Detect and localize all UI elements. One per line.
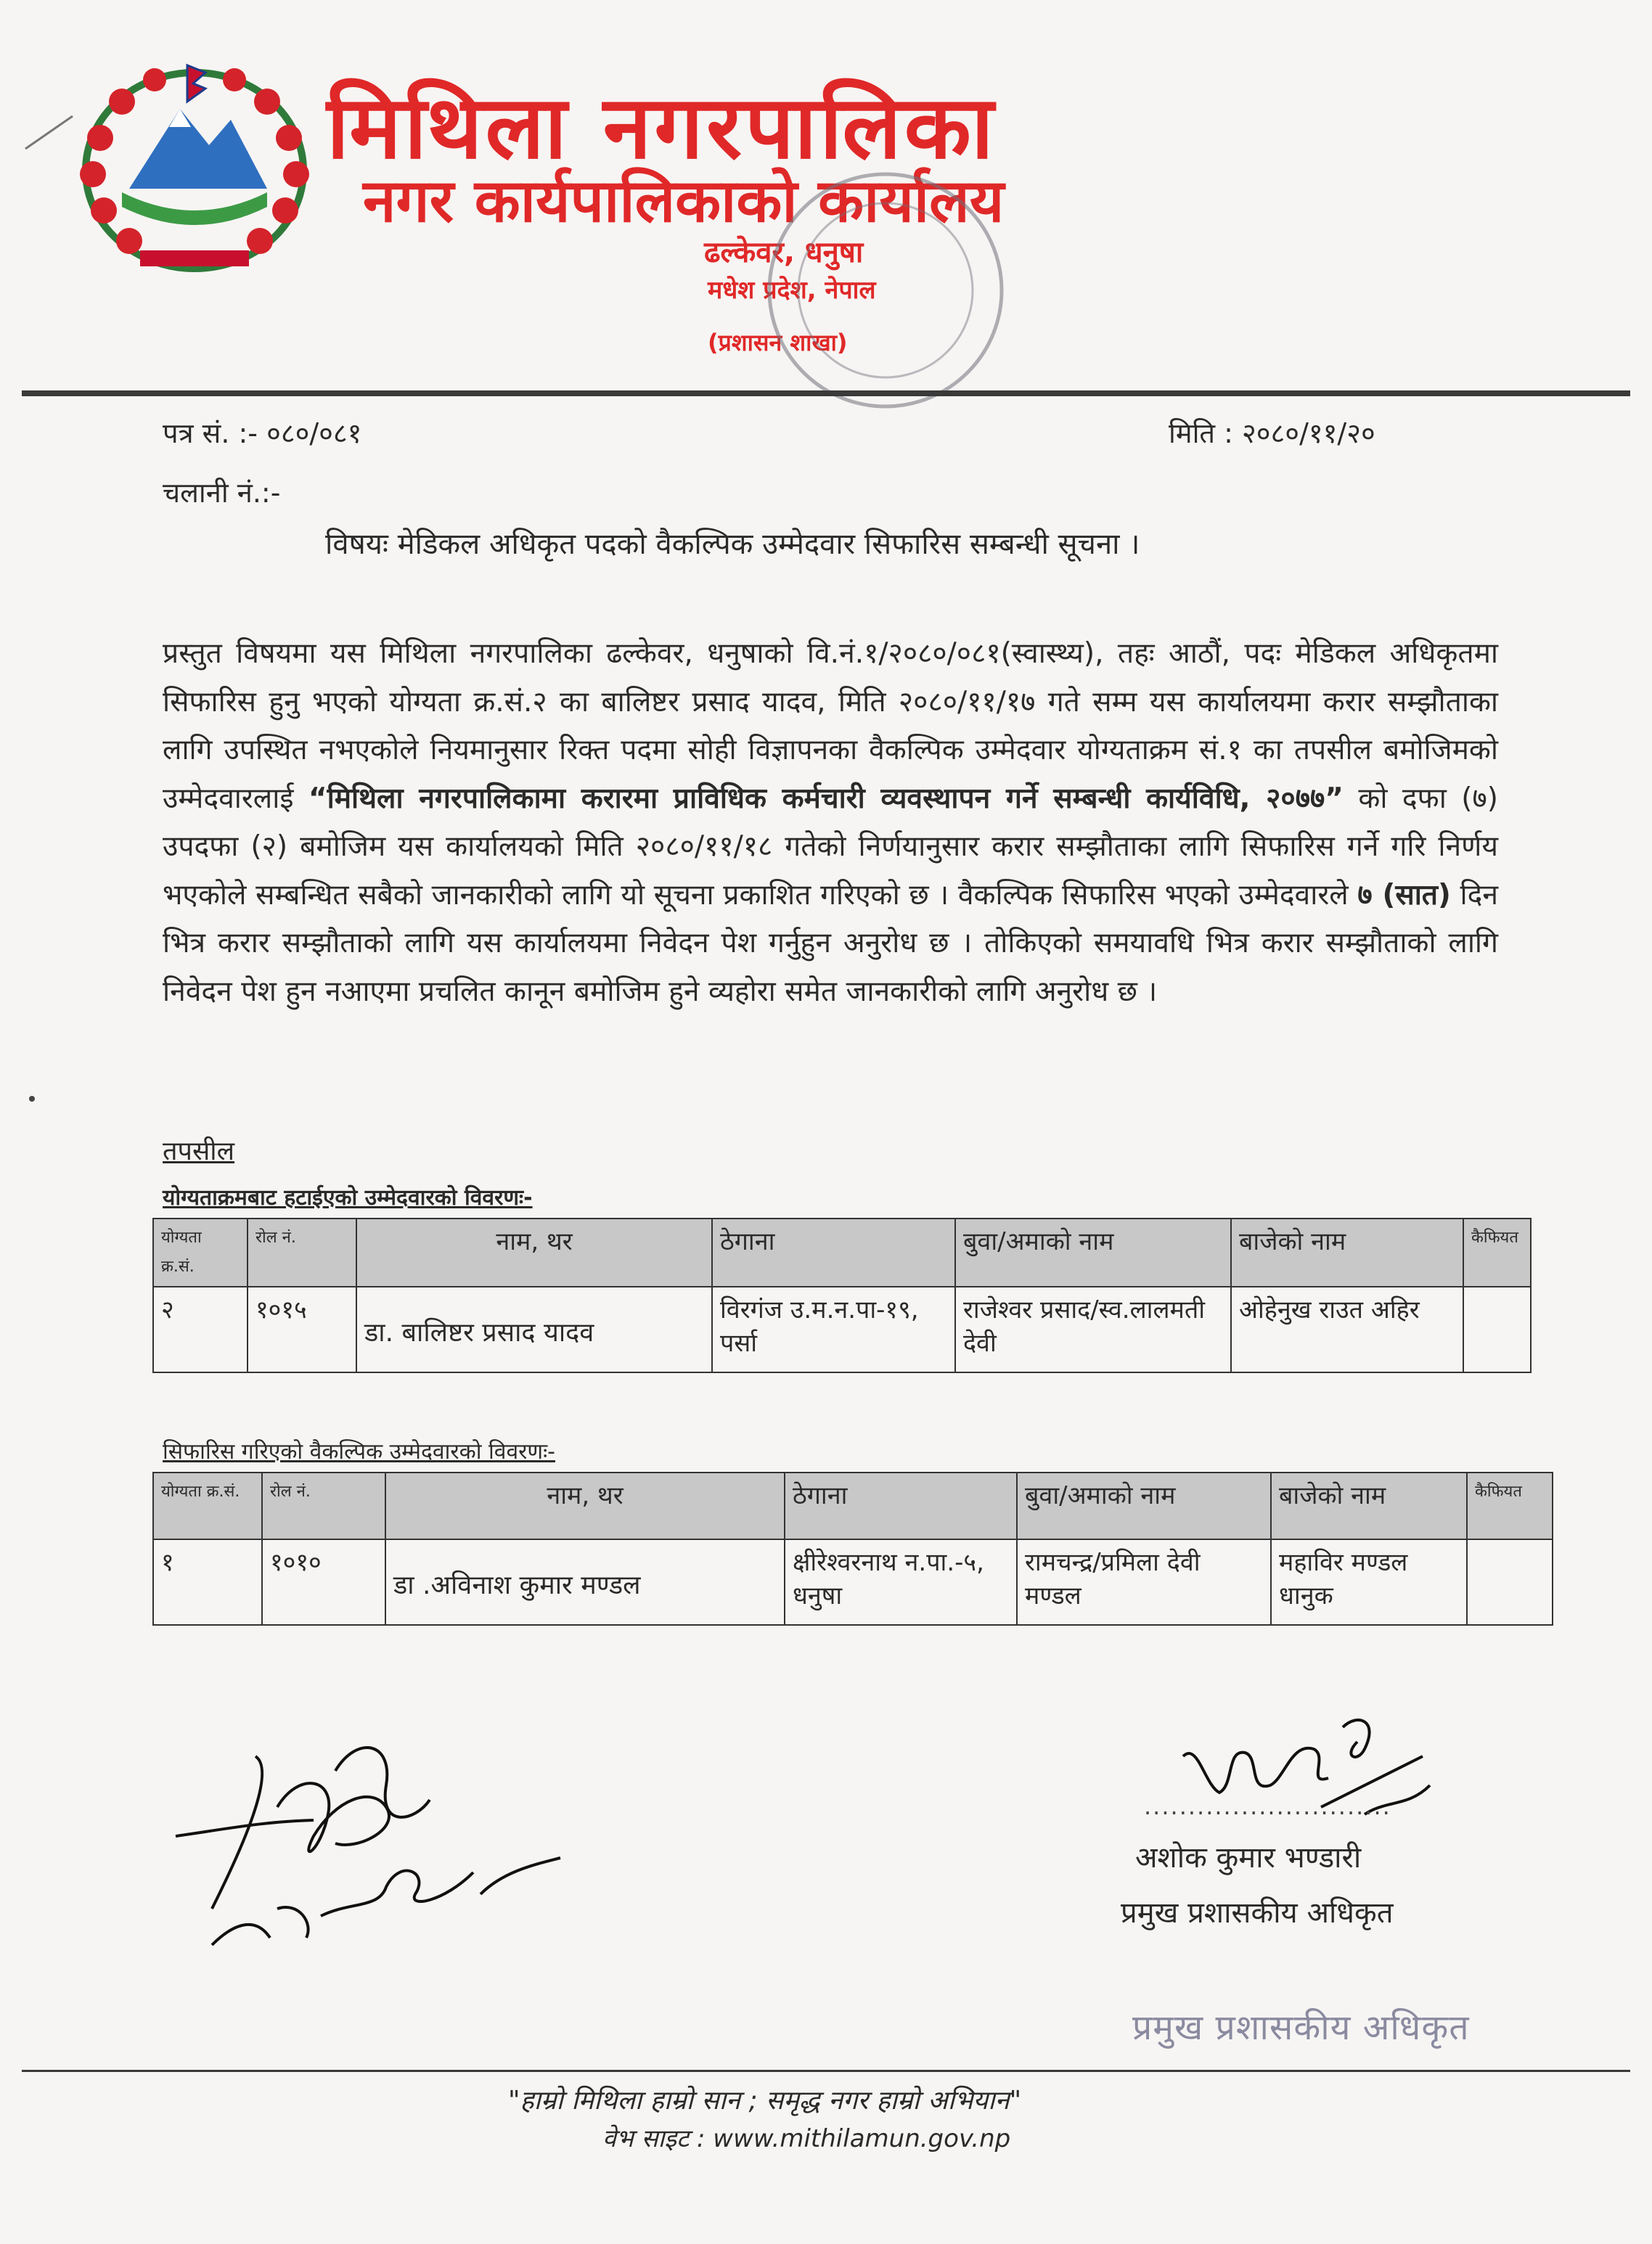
removed-candidate-heading: योग्यताक्रमबाट हटाईएको उम्मेदवारको विवरणः- [163,1185,533,1211]
office-name: मिथिला नगरपालिका [327,78,997,179]
table-cell: १ [153,1539,262,1625]
table-cell [1467,1539,1553,1625]
table-cell: क्षीरेश्वरनाथ न.पा.-५, धनुषा [785,1539,1017,1625]
schedule-heading: तपसील [163,1137,235,1166]
officer-name: अशोक कुमार भण्डारी [1135,1841,1362,1875]
hole-punch-mark [22,109,80,152]
table-cell: १०१५ [248,1287,356,1372]
column-header: रोल नं. [262,1473,385,1539]
reference-number: पत्र सं. :- ०८०/०८१ [163,417,362,449]
letter-subject: विषयः मेडिकल अधिकृत पदको वैकल्पिक उम्मेदवार सिफारिस सम्बन्धी सूचना । [325,528,1140,561]
body-text-part: को दफा (७) उपदफा (२) बमोजिम यस कार्यालयको मिति २०८०/११/१८ गतेको निर्णयानुसार करार सम्झौताका लागि सिफारिस गर्ने गरि निर्णय भएकोले सम्बन्धित सबैको जानकारीको लागि यो सूचना प्रकाशित गरिएको छ । वैकल्पिक सिफारिस भएको उम्मेदवारले [163,782,1498,912]
column-header: ठेगाना [712,1219,955,1287]
table-cell: डा. बालिष्टर प्रसाद यादव [356,1287,712,1372]
table-cell: डा .अविनाश कुमार मण्डल [385,1539,785,1625]
table-row [153,1287,1531,1372]
table-cell: १०१० [262,1539,385,1625]
body-bold-text: ७ (सात) [1357,878,1451,912]
column-header: बाजेको नाम [1231,1219,1463,1287]
table-cell: ओहेनुख राउत अहिर [1231,1287,1463,1372]
table-cell [1463,1287,1531,1372]
table-cell: राजेश्वर प्रसाद/स्व.लालमती देवी [955,1287,1231,1372]
footer-website: वेभ साइट : www.mithilamun.gov.np [602,2124,1011,2153]
column-header: योग्यता क्र.सं. [153,1473,262,1539]
letter-date: मिति : २०८०/११/२० [1169,417,1375,449]
column-header: रोल नं. [248,1219,356,1287]
footer-divider [22,2070,1630,2072]
removed-candidate-table [152,1218,1532,1373]
body-bold-text: “मिथिला नगरपालिकामा करारमा प्राविधिक कर्मचारी व्यवस्थापन गर्ने सम्बन्धी कार्यविधि, २०७७” [308,782,1344,815]
body-paragraph [163,630,1498,1016]
dispatch-number: चलानी नं.:- [163,477,281,509]
header-divider [22,390,1630,396]
column-header: ठेगाना [785,1473,1017,1539]
officer-title: प्रमुख प्रशासकीय अधिकृत [1121,1896,1394,1930]
column-header: बाजेको नाम [1271,1473,1467,1539]
column-header: योग्यता क्र.सं. [153,1219,248,1287]
table-cell: महाविर मण्डल धानुक [1271,1539,1467,1625]
officer-designation-stamp: प्रमुख प्रशासकीय अधिकृत [1132,2007,1470,2048]
table-row [153,1539,1553,1625]
table-cell: २ [153,1287,248,1372]
recommended-candidate-table [152,1472,1553,1626]
handwritten-signature-left [168,1727,575,1974]
table-cell: रामचन्द्र/प्रमिला देवी मण्डल [1017,1539,1271,1625]
column-header: बुवा/अमाको नाम [955,1219,1231,1287]
margin-dot [29,1096,35,1102]
signature-line: ............................ [1144,1793,1391,1820]
column-header: नाम, थर [385,1473,785,1539]
recommended-candidate-heading: सिफारिस गरिएको वैकल्पिक उम्मेदवारको विवरणः- [163,1439,555,1465]
column-header: बुवा/अमाको नाम [1017,1473,1271,1539]
column-header: कैफियत [1467,1473,1553,1539]
footer-slogan: "हाम्रो मिथिला हाम्रो सान ; समृद्ध नगर हाम्रो अभियान" [508,2086,1022,2116]
body-text-part: प्रस्तुत विषयमा यस मिथिला नगरपालिका ढल्केवर, धनुषाको वि.नं.१/२०८०/०८१(स्वास्थ्य), तहः आठौं, पदः मेडिकल अधिकृतमा सिफारिस हुनु भएको योग्यता क्र.सं.२ का बालिष्टर प्रसाद यादव, मिति २०८०/११/१७ गते सम्म यस कार्यालयमा करार सम्झौताका लागि उपस्थित नभएकोले नियमानुसार रिक्त पदमा सोही विज्ञापनका वैकल्पिक उम्मेदवार योग्यताक्रम सं.१ का तपसील बमोजिमको उम्मेदवारलाई [163,637,1498,815]
office-subtitle: नगर कार्यपालिकाको कार्यालय [363,167,1005,236]
address-line-1: ढल्केवर, धनुषा [704,236,864,269]
address-line-2: मधेश प्रदेश, नेपाल [708,276,876,305]
body-text-part: दिन भित्र करार सम्झौताको लागि यस कार्यालयमा निवेदन पेश गर्नुहुन अनुरोध छ । तोकिएको समयावधि भित्र करार सम्झौताको लागि निवेदन पेश हुन नआएमा प्रचलित कानून बमोजिम हुने व्यहोरा समेत जानकारीको लागि अनुरोध छ । [163,878,1498,1008]
nepal-emblem-icon [71,51,318,276]
column-header: नाम, थर [356,1219,712,1287]
column-header: कैफियत [1463,1219,1531,1287]
table-cell: विरगंज उ.म.न.पा-१९, पर्सा [712,1287,955,1372]
office-seal-stamp [748,160,1023,421]
section-name: (प्रशासन शाखा) [708,329,848,356]
